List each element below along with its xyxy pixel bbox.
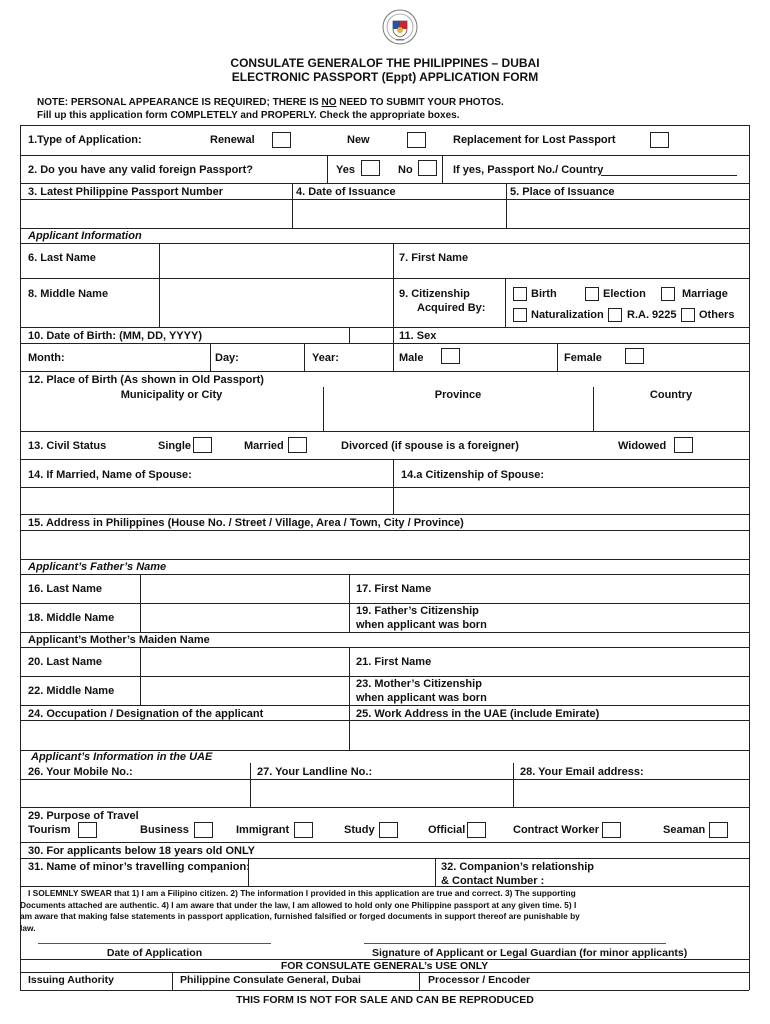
renewal-label: Renewal	[210, 134, 255, 146]
q22-label: 22. Middle Name	[28, 685, 115, 697]
renewal-checkbox[interactable]	[272, 132, 291, 148]
form-title-line1: CONSULATE GENERALOF THE PHILIPPINES – DUBAI	[230, 56, 540, 70]
q17-label: 17. First Name	[356, 583, 432, 595]
q23-label-line1: 23. Mother’s Citizenship	[356, 678, 482, 690]
form-title-line2: ELECTRONIC PASSPORT (Eppt) APPLICATION FORM	[231, 70, 539, 84]
business-checkbox[interactable]	[194, 822, 213, 838]
issuing-authority-label: Issuing Authority	[28, 974, 114, 986]
date-of-application-label: Date of Application	[106, 947, 203, 959]
widowed-checkbox[interactable]	[674, 437, 693, 453]
country-label: Country	[649, 389, 693, 401]
election-checkbox[interactable]	[585, 287, 599, 301]
foreign-passport-yes-label: Yes	[336, 164, 355, 176]
q3-label: 3. Latest Philippine Passport Number	[28, 186, 223, 198]
official-label: Official	[428, 824, 466, 836]
q25-label: 25. Work Address in the UAE (include Emirate)	[356, 708, 600, 720]
signature-line[interactable]	[364, 943, 666, 944]
naturalization-checkbox[interactable]	[513, 308, 527, 322]
father-section-heading: Applicant’s Father’s Name	[28, 561, 167, 573]
birth-label: Birth	[531, 288, 557, 300]
male-label: Male	[399, 352, 424, 364]
tourism-checkbox[interactable]	[78, 822, 97, 838]
q14-label: 14. If Married, Name of Spouse:	[28, 469, 192, 481]
q1-label: 1.Type of Application:	[28, 134, 142, 146]
uae-section-heading: Applicant’s Information in the UAE	[31, 751, 213, 763]
day-label: Day:	[215, 352, 239, 364]
marriage-checkbox[interactable]	[661, 287, 675, 301]
oath-line4: law.	[20, 922, 36, 933]
year-label: Year:	[312, 352, 339, 364]
footer-note: THIS FORM IS NOT FOR SALE AND CAN BE REPRODUCED	[236, 994, 534, 1006]
naturalization-label: Naturalization	[531, 309, 604, 321]
election-label: Election	[603, 288, 646, 300]
widowed-label: Widowed	[618, 440, 667, 452]
seaman-checkbox[interactable]	[709, 822, 728, 838]
others-checkbox[interactable]	[681, 308, 695, 322]
tourism-label: Tourism	[28, 824, 71, 836]
processor-encoder-label: Processor / Encoder	[428, 974, 531, 986]
seaman-label: Seaman	[663, 824, 706, 836]
foreign-passport-no-country-label: If yes, Passport No./ Country	[453, 164, 604, 176]
study-label: Study	[344, 824, 375, 836]
single-label: Single	[158, 440, 192, 452]
mother-section-heading: Applicant’s Mother’s Maiden Name	[28, 634, 210, 646]
q11-label: 11. Sex	[399, 330, 437, 342]
q26-label: 26. Your Mobile No.:	[28, 766, 133, 778]
q9-label-line2: Acquired By:	[417, 302, 486, 314]
oath-line1: I SOLEMNLY SWEAR that 1) I am a Filipino citizen. 2) The information I provided in this application are true and correct. 3) The supporting	[28, 888, 576, 898]
oath-line2: Documents attached are authentic. 4) I am aware that under the law, I am allowed to hold only one Philippine passport at any given time. 5) I	[20, 899, 577, 910]
ra9225-label: R.A. 9225	[627, 309, 677, 321]
contract-worker-checkbox[interactable]	[602, 822, 621, 838]
foreign-passport-no-label: No	[398, 164, 413, 176]
q5-label: 5. Place of Issuance	[510, 186, 615, 198]
oath-line3: am aware that making false statements in passport application, furnished falsified or forged documents in support thereof are punishable by	[20, 911, 580, 921]
new-checkbox[interactable]	[407, 132, 426, 148]
new-label: New	[347, 134, 370, 146]
q29-label: 29. Purpose of Travel	[28, 810, 139, 822]
q9-label-line1: 9. Citizenship	[399, 288, 470, 300]
official-checkbox[interactable]	[467, 822, 486, 838]
foreign-passport-no-checkbox[interactable]	[418, 160, 437, 176]
q19-label-line2: when applicant was born	[356, 619, 487, 631]
q7-label: 7. First Name	[399, 252, 469, 264]
month-label: Month:	[28, 352, 65, 364]
married-checkbox[interactable]	[288, 437, 307, 453]
q27-label: 27. Your Landline No.:	[257, 766, 373, 778]
municipality-label: Municipality or City	[120, 389, 223, 401]
female-checkbox[interactable]	[625, 348, 644, 364]
applicant-info-heading: Applicant Information	[28, 230, 142, 242]
immigrant-label: Immigrant	[236, 824, 290, 836]
q14a-label: 14.a Citizenship of Spouse:	[401, 469, 545, 481]
q21-label: 21. First Name	[356, 656, 432, 668]
replacement-checkbox[interactable]	[650, 132, 669, 148]
fill-instruction: Fill up this application form COMPLETELY and PROPERLY. Check the appropriate boxes.	[37, 110, 460, 121]
others-label: Others	[699, 309, 735, 321]
contract-worker-label: Contract Worker	[513, 824, 599, 836]
q24-label: 24. Occupation / Designation of the applicant	[28, 708, 264, 720]
q8-label: 8. Middle Name	[28, 288, 109, 300]
male-checkbox[interactable]	[441, 348, 460, 364]
married-label: Married	[244, 440, 284, 452]
consulate-use-heading: FOR CONSULATE GENERAL’s USE ONLY	[280, 960, 489, 972]
marriage-label: Marriage	[682, 288, 728, 300]
q32-label-line1: 32. Companion’s relationship	[441, 861, 595, 873]
q23-label-line2: when applicant was born	[356, 692, 487, 704]
foreign-passport-yes-checkbox[interactable]	[361, 160, 380, 176]
foreign-passport-no-field[interactable]	[601, 175, 737, 176]
q18-label: 18. Middle Name	[28, 612, 115, 624]
q32-label-line2: & Contact Number :	[441, 875, 545, 887]
province-label: Province	[434, 389, 482, 401]
q12-label: 12. Place of Birth (As shown in Old Passport)	[28, 374, 264, 386]
philippine-seal-icon	[382, 9, 418, 45]
replacement-label: Replacement for Lost Passport	[453, 134, 616, 146]
single-checkbox[interactable]	[193, 437, 212, 453]
date-of-application-line[interactable]	[38, 943, 271, 944]
q16-label: 16. Last Name	[28, 583, 102, 595]
q4-label: 4. Date of Issuance	[296, 186, 396, 198]
q13-label: 13. Civil Status	[28, 440, 107, 452]
personal-appearance-note: NOTE: PERSONAL APPEARANCE IS REQUIRED; THERE IS NO NEED TO SUBMIT YOUR PHOTOS.	[37, 97, 504, 108]
birth-checkbox[interactable]	[513, 287, 527, 301]
q19-label-line1: 19. Father’s Citizenship	[356, 605, 479, 617]
consulate-name: Philippine Consulate General, Dubai	[180, 974, 361, 986]
q31-label: 31. Name of minor’s travelling companion:	[28, 861, 250, 873]
q6-label: 6. Last Name	[28, 252, 96, 264]
q10-label: 10. Date of Birth: (MM, DD, YYYY)	[28, 330, 202, 342]
q15-label: 15. Address in Philippines (House No. / Street / Village, Area / Town, City / Province)	[28, 517, 464, 529]
female-label: Female	[564, 352, 602, 364]
signature-label: Signature of Applicant or Legal Guardian (for minor applicants)	[372, 947, 688, 959]
study-checkbox[interactable]	[379, 822, 398, 838]
immigrant-checkbox[interactable]	[294, 822, 313, 838]
q20-label: 20. Last Name	[28, 656, 102, 668]
q28-label: 28. Your Email address:	[520, 766, 644, 778]
ra9225-checkbox[interactable]	[608, 308, 622, 322]
q2-label: 2. Do you have any valid foreign Passport?	[28, 164, 253, 176]
divorced-label: Divorced (if spouse is a foreigner)	[341, 440, 519, 452]
q30-label: 30. For applicants below 18 years old ONLY	[28, 845, 256, 857]
business-label: Business	[140, 824, 189, 836]
